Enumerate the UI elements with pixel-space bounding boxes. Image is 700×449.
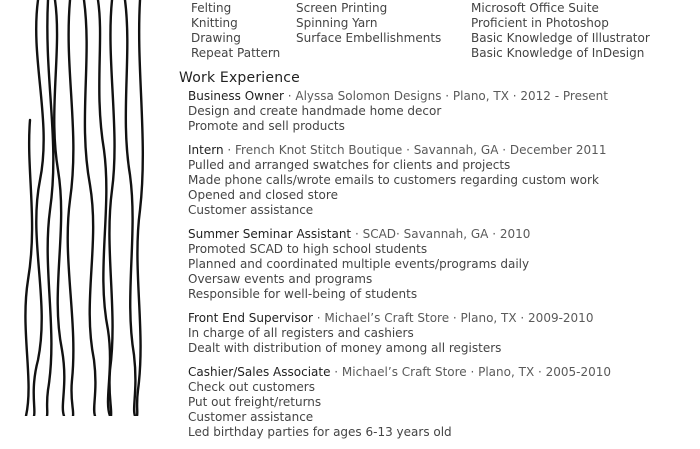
job-duty: Led birthday parties for ages 6-13 years old xyxy=(188,425,452,439)
job-duty: Promote and sell products xyxy=(188,119,345,133)
job-duty: Responsible for well-being of students xyxy=(188,287,418,301)
skill-item: Microsoft Office Suite xyxy=(471,1,599,15)
deco-line xyxy=(125,0,135,416)
job-entry xyxy=(188,365,693,440)
skills-column-1 xyxy=(191,1,280,61)
job-duty: Opened and closed store xyxy=(188,188,338,202)
job-title: Summer Seminar Assistant xyxy=(188,227,352,241)
deco-line xyxy=(137,0,143,416)
deco-line xyxy=(98,0,110,416)
skill-item: Repeat Pattern xyxy=(191,46,281,60)
skill-item: Drawing xyxy=(191,31,241,45)
job-duty: Oversaw events and programs xyxy=(188,272,373,286)
decorative-line-art xyxy=(0,0,160,416)
deco-line xyxy=(84,0,95,416)
job-duty: In charge of all registers and cashiers xyxy=(188,326,414,340)
skill-item: Knitting xyxy=(191,16,238,30)
job-entry xyxy=(188,89,693,134)
work-experience-heading: Work Experience xyxy=(179,70,300,86)
job-duty: Pulled and arranged swatches for clients and projects xyxy=(188,158,511,172)
job-duty: Customer assistance xyxy=(188,203,314,217)
job-meta: · French Knot Stitch Boutique · Savannah, GA · December 2011 xyxy=(223,143,607,157)
job-header xyxy=(188,143,693,158)
job-title: Front End Supervisor xyxy=(188,311,313,325)
job-entry xyxy=(188,227,693,302)
job-meta: · Michael’s Craft Store · Plano, TX · 2009-2010 xyxy=(312,311,594,325)
job-duty: Promoted SCAD to high school students xyxy=(188,242,428,256)
deco-line xyxy=(68,0,74,416)
job-meta: · Michael’s Craft Store · Plano, TX · 2005-2010 xyxy=(330,365,612,379)
job-header xyxy=(188,227,693,242)
job-duty: Design and create handmade home decor xyxy=(188,104,442,118)
job-meta: · SCAD· Savannah, GA · 2010 xyxy=(351,227,531,241)
work-experience-list xyxy=(188,89,693,449)
deco-line xyxy=(25,120,32,416)
job-duty: Made phone calls/wrote emails to customers regarding custom work xyxy=(188,173,599,187)
skill-item: Screen Printing xyxy=(296,1,388,15)
job-duty: Check out customers xyxy=(188,380,315,394)
job-title: Business Owner xyxy=(188,89,284,103)
deco-line xyxy=(34,0,44,416)
deco-line xyxy=(47,0,53,416)
deco-line xyxy=(54,0,64,416)
job-duty: Customer assistance xyxy=(188,410,314,424)
skill-item: Felting xyxy=(191,1,232,15)
skills-column-2 xyxy=(296,1,441,46)
skill-item: Proficient in Photoshop xyxy=(471,16,609,30)
skill-item: Surface Embellishments xyxy=(296,31,442,45)
skill-item: Spinning Yarn xyxy=(296,16,378,30)
job-title: Cashier/Sales Associate xyxy=(188,365,331,379)
job-header xyxy=(188,89,693,104)
job-duty: Put out freight/returns xyxy=(188,395,322,409)
job-meta: · Alyssa Solomon Designs · Plano, TX · 2012 - Present xyxy=(283,89,608,103)
job-entry xyxy=(188,143,693,218)
job-duty: Dealt with distribution of money among all registers xyxy=(188,341,502,355)
skill-item: Basic Knowledge of InDesign xyxy=(471,46,645,60)
skill-item: Basic Knowledge of Illustrator xyxy=(471,31,650,45)
job-title: Intern xyxy=(188,143,224,157)
job-header xyxy=(188,365,693,380)
skills-column-3 xyxy=(471,1,650,61)
job-entry xyxy=(188,311,693,356)
job-header xyxy=(188,311,693,326)
job-duty: Planned and coordinated multiple events/programs daily xyxy=(188,257,530,271)
